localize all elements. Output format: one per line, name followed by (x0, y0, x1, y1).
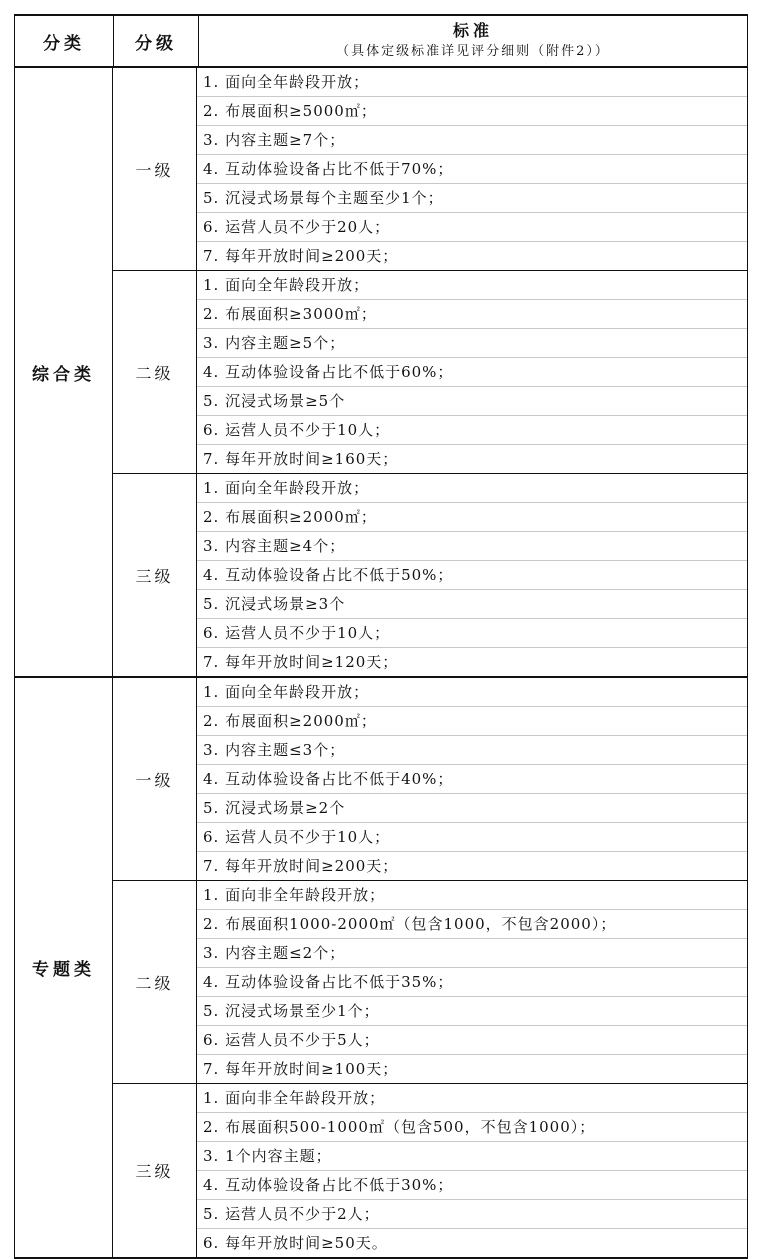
category-block (14, 678, 748, 1259)
criterion-item: 1. 面向全年龄段开放； (197, 474, 747, 503)
level-name: 一级 (113, 678, 197, 880)
header-standard (199, 16, 747, 66)
criteria-list (197, 678, 747, 880)
criterion-item: 1. 面向全年龄段开放； (197, 678, 747, 707)
category-block (14, 68, 748, 678)
criterion-item: 4. 互动体验设备占比不低于70%； (197, 155, 747, 184)
level-row (113, 678, 747, 881)
criterion-item: 2. 布展面积≥2000㎡； (197, 707, 747, 736)
level-row (113, 881, 747, 1084)
criterion-item: 1. 面向非全年龄段开放； (197, 1084, 747, 1113)
level-row (113, 1084, 747, 1257)
level-row (113, 271, 747, 474)
criterion-item: 4. 互动体验设备占比不低于40%； (197, 765, 747, 794)
header-standard-title: 标准 (452, 21, 493, 40)
criterion-item: 2. 布展面积500-1000㎡（包含500，不包含1000）； (197, 1113, 747, 1142)
criteria-list (197, 881, 747, 1083)
criterion-item: 5. 沉浸式场景≥2个 (197, 794, 747, 823)
level-name: 三级 (113, 1084, 197, 1257)
criterion-item: 6. 每年开放时间≥50天。 (203, 1234, 388, 1252)
criterion-item: 6. 运营人员不少于20人； (197, 213, 747, 242)
criterion-item: 7. 每年开放时间≥120天； (203, 653, 399, 671)
criterion-item: 5. 沉浸式场景每个主题至少1个； (197, 184, 747, 213)
criterion-item: 2. 布展面积≥3000㎡； (197, 300, 747, 329)
criterion-item: 4. 互动体验设备占比不低于30%； (197, 1171, 747, 1200)
criterion-item: 3. 内容主题≤2个； (197, 939, 747, 968)
criterion-item: 6. 运营人员不少于10人； (197, 416, 747, 445)
criterion-item: 5. 沉浸式场景至少1个； (197, 997, 747, 1026)
criterion-item: 3. 内容主题≥5个； (197, 329, 747, 358)
criterion-item: 7. 每年开放时间≥200天； (203, 857, 399, 875)
criterion-item: 1. 面向全年龄段开放； (197, 68, 747, 97)
level-row (113, 474, 747, 676)
criterion-item: 4. 互动体验设备占比不低于50%； (197, 561, 747, 590)
level-name: 三级 (113, 474, 197, 676)
category-name: 专题类 (15, 678, 113, 1257)
criterion-item: 3. 内容主题≥7个； (197, 126, 747, 155)
criterion-item: 3. 内容主题≥4个； (197, 532, 747, 561)
criterion-item: 5. 沉浸式场景≥3个 (197, 590, 747, 619)
criterion-item: 3. 内容主题≤3个； (197, 736, 747, 765)
table-body (14, 68, 748, 1259)
level-name: 二级 (113, 881, 197, 1083)
criteria-list (197, 474, 747, 676)
table-header (14, 14, 748, 68)
criterion-item: 2. 布展面积≥2000㎡； (197, 503, 747, 532)
header-category: 分类 (15, 16, 114, 66)
criterion-item: 5. 运营人员不少于2人； (197, 1200, 747, 1229)
criterion-item: 4. 互动体验设备占比不低于35%； (197, 968, 747, 997)
criterion-item: 6. 运营人员不少于10人； (197, 619, 747, 648)
level-name: 一级 (113, 68, 197, 270)
criterion-item: 2. 布展面积≥5000㎡； (197, 97, 747, 126)
level-name: 二级 (113, 271, 197, 473)
criterion-item: 6. 运营人员不少于10人； (197, 823, 747, 852)
criteria-list (197, 1084, 747, 1257)
criterion-item: 1. 面向非全年龄段开放； (197, 881, 747, 910)
header-standard-note: （具体定级标准详见评分细则（附件2）） (336, 44, 610, 59)
criterion-item: 7. 每年开放时间≥160天； (203, 450, 399, 468)
level-row (113, 68, 747, 271)
criterion-item: 4. 互动体验设备占比不低于60%； (197, 358, 747, 387)
classification-table (14, 14, 748, 1259)
criterion-item: 5. 沉浸式场景≥5个 (197, 387, 747, 416)
criterion-item: 7. 每年开放时间≥100天； (203, 1060, 399, 1078)
criteria-list (197, 68, 747, 270)
level-list (113, 678, 747, 1257)
header-level: 分级 (114, 16, 199, 66)
criterion-item: 6. 运营人员不少于5人； (197, 1026, 747, 1055)
level-list (113, 68, 747, 676)
criterion-item: 1. 面向全年龄段开放； (197, 271, 747, 300)
criterion-item: 3. 1个内容主题； (197, 1142, 747, 1171)
category-name: 综合类 (15, 68, 113, 676)
criterion-item: 2. 布展面积1000-2000㎡（包含1000，不包含2000）； (197, 910, 747, 939)
criteria-list (197, 271, 747, 473)
criterion-item: 7. 每年开放时间≥200天； (203, 247, 399, 265)
